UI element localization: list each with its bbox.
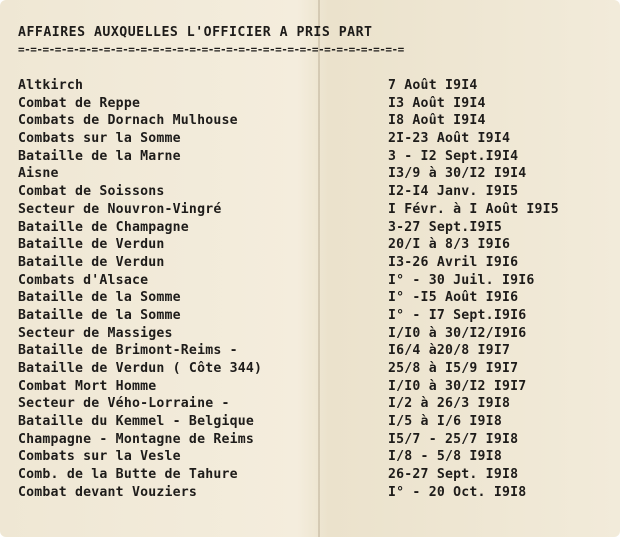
list-item bbox=[0, 450, 620, 468]
engagement-name: Bataille de Champagne bbox=[18, 219, 189, 235]
heading-underline: =-=-=-=-=-=-=-=-=-=-=-=-=-=-=-=-=-=-=-=-=-=-=-=-=-=-=-=-=-=-=-= bbox=[18, 43, 404, 56]
engagement-date: 2I-23 Août I9I4 bbox=[388, 131, 511, 147]
engagement-date: I/5 à I/6 I9I8 bbox=[388, 414, 502, 430]
list-item bbox=[0, 433, 620, 451]
engagement-name: Combat devant Vouziers bbox=[18, 484, 198, 500]
list-item bbox=[0, 344, 620, 362]
engagement-name: Bataille de Brimont-Reims - bbox=[18, 343, 238, 359]
engagement-name: Combat Mort Homme bbox=[18, 378, 157, 394]
list-item bbox=[0, 114, 620, 132]
list-item bbox=[0, 486, 620, 504]
engagement-name: Bataille de la Somme bbox=[18, 307, 181, 323]
engagement-name: Bataille de la Somme bbox=[18, 290, 181, 306]
list-item bbox=[0, 79, 620, 97]
list-item bbox=[0, 203, 620, 221]
engagement-name: Combats sur la Somme bbox=[18, 131, 181, 147]
engagement-name: Bataille de Verdun bbox=[18, 254, 165, 270]
engagement-date: I/2 à 26/3 I9I8 bbox=[388, 396, 511, 412]
document-heading: AFFAIRES AUXQUELLES L'OFFICIER A PRIS PART bbox=[18, 25, 373, 40]
list-item bbox=[0, 238, 620, 256]
engagement-date: 7 Août I9I4 bbox=[388, 78, 478, 93]
engagement-date: I3-26 Avril I9I6 bbox=[388, 254, 519, 270]
engagement-date: 3 - I2 Sept.I9I4 bbox=[388, 148, 519, 164]
engagement-name: Combats sur la Vesle bbox=[18, 449, 181, 465]
list-item bbox=[0, 150, 620, 168]
engagement-name: Bataille du Kemmel - Belgique bbox=[18, 414, 255, 430]
engagement-date: I° - 30 Juil. I9I6 bbox=[388, 272, 535, 288]
list-item bbox=[0, 274, 620, 292]
list-item bbox=[0, 97, 620, 115]
engagement-date: 20/I à 8/3 I9I6 bbox=[388, 237, 511, 253]
engagement-date: 26-27 Sept. I9I8 bbox=[388, 467, 519, 483]
list-item bbox=[0, 256, 620, 274]
list-item bbox=[0, 327, 620, 345]
engagement-date: I3/9 à 30/I2 I9I4 bbox=[388, 166, 527, 182]
engagement-name: Combats d'Alsace bbox=[18, 272, 149, 288]
list-item bbox=[0, 167, 620, 185]
engagement-date: I5/7 - 25/7 I9I8 bbox=[388, 431, 519, 447]
engagement-name: Bataille de Verdun bbox=[18, 237, 165, 253]
engagement-date: I2-I4 Janv. I9I5 bbox=[388, 184, 519, 200]
list-item bbox=[0, 221, 620, 239]
engagement-name: Bataille de Verdun ( Côte 344) bbox=[18, 361, 263, 376]
engagement-name: Bataille de la Marne bbox=[18, 148, 181, 164]
engagement-date: I/I0 à 30/I2/I9I6 bbox=[388, 325, 527, 341]
engagement-date: I/8 - 5/8 I9I8 bbox=[388, 449, 502, 465]
engagement-name: Secteur de Massiges bbox=[18, 325, 173, 341]
engagement-date: I8 Août I9I4 bbox=[388, 113, 486, 129]
engagement-date: I/I0 à 30/I2 I9I7 bbox=[388, 378, 527, 394]
engagements-list bbox=[0, 79, 620, 504]
list-item bbox=[0, 309, 620, 327]
engagement-date: I Févr. à I Août I9I5 bbox=[388, 201, 559, 217]
engagement-name: Champagne - Montagne de Reims bbox=[18, 431, 255, 447]
list-item bbox=[0, 397, 620, 415]
list-item bbox=[0, 132, 620, 150]
engagement-date: 3-27 Sept.I9I5 bbox=[388, 219, 502, 235]
list-item bbox=[0, 362, 620, 380]
engagement-date: I° -I5 Août I9I6 bbox=[388, 290, 519, 306]
engagement-name: Comb. de la Butte de Tahure bbox=[18, 467, 238, 483]
engagement-name: Altkirch bbox=[18, 78, 84, 93]
list-item bbox=[0, 185, 620, 203]
engagement-date: I° - I7 Sept.I9I6 bbox=[388, 307, 527, 323]
engagement-name: Aisne bbox=[18, 166, 59, 182]
engagement-name: Secteur de Nouvron-Vingré bbox=[18, 201, 222, 217]
engagement-date: 25/8 à I5/9 I9I7 bbox=[388, 361, 519, 376]
engagement-name: Secteur de Vého-Lorraine - bbox=[18, 396, 230, 412]
list-item bbox=[0, 291, 620, 309]
list-item bbox=[0, 380, 620, 398]
list-item bbox=[0, 415, 620, 433]
engagement-date: I3 Août I9I4 bbox=[388, 95, 486, 111]
engagement-name: Combat de Reppe bbox=[18, 95, 141, 111]
list-item bbox=[0, 468, 620, 486]
engagement-name: Combats de Dornach Mulhouse bbox=[18, 113, 238, 129]
engagement-name: Combat de Soissons bbox=[18, 184, 165, 200]
engagement-date: I6/4 à20/8 I9I7 bbox=[388, 343, 511, 359]
engagement-date: I° - 20 Oct. I9I8 bbox=[388, 484, 527, 500]
